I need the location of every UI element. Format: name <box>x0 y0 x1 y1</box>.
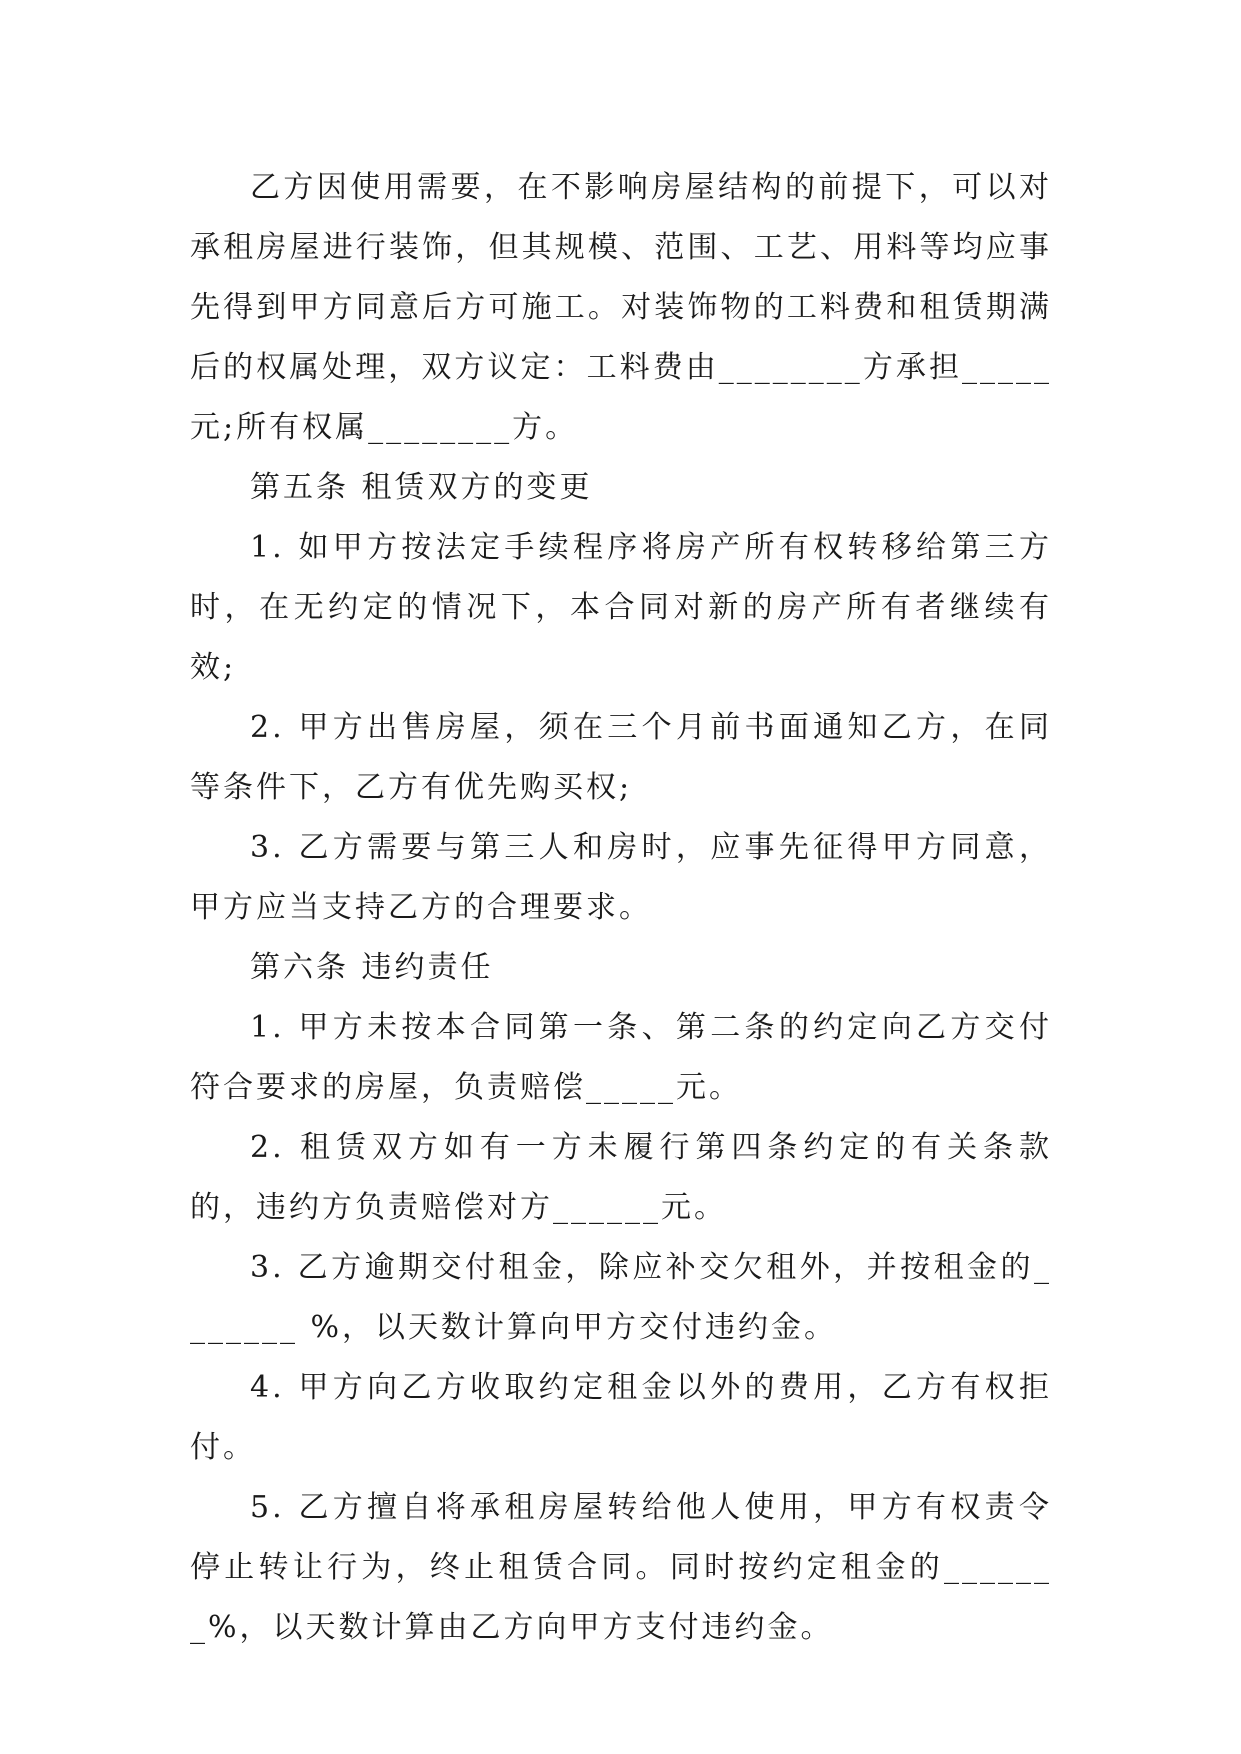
heading-article-6: 第六条 违约责任 <box>250 950 494 985</box>
heading-article-5: 第五条 租赁双方的变更 <box>250 470 593 505</box>
article-6-item-1: 1. 甲方未按本合同第一条、第二条的约定向乙方交付符合要求的房屋，负责赔偿_____元。 <box>190 1010 1052 1105</box>
article-6-item-5: 5. 乙方擅自将承租房屋转给他人使用，甲方有权责令停止转让行为，终止租赁合同。同时按约定租金的_______%，以天数计算由乙方向甲方支付违约金。 <box>190 1490 1052 1645</box>
document-body <box>190 158 1052 1658</box>
article-5-item-1: 1. 如甲方按法定手续程序将房产所有权转移给第三方时，在无约定的情况下，本合同对新的房产所有者继续有效; <box>190 530 1052 685</box>
article-5-item-2: 2. 甲方出售房屋，须在三个月前书面通知乙方，在同等条件下，乙方有优先购买权; <box>190 710 1052 805</box>
article-6-item-4: 4. 甲方向乙方收取约定租金以外的费用，乙方有权拒付。 <box>190 1370 1052 1465</box>
paragraph-decoration-clause: 乙方因使用需要，在不影响房屋结构的前提下，可以对承租房屋进行装饰，但其规模、范围、工艺、用料等均应事先得到甲方同意后方可施工。对装饰物的工料费和租赁期满后的权属处理，双方议定：工料费由________方承担_____元;所有权属________方。 <box>190 170 1052 445</box>
article-6-item-3: 3. 乙方逾期交付租金，除应补交欠租外，并按租金的_______ %，以天数计算向甲方交付违约金。 <box>190 1250 1052 1345</box>
article-5-item-3: 3. 乙方需要与第三人和房时，应事先征得甲方同意，甲方应当支持乙方的合理要求。 <box>190 830 1052 925</box>
article-6-item-2: 2. 租赁双方如有一方未履行第四条约定的有关条款的，违约方负责赔偿对方______元。 <box>190 1130 1052 1225</box>
